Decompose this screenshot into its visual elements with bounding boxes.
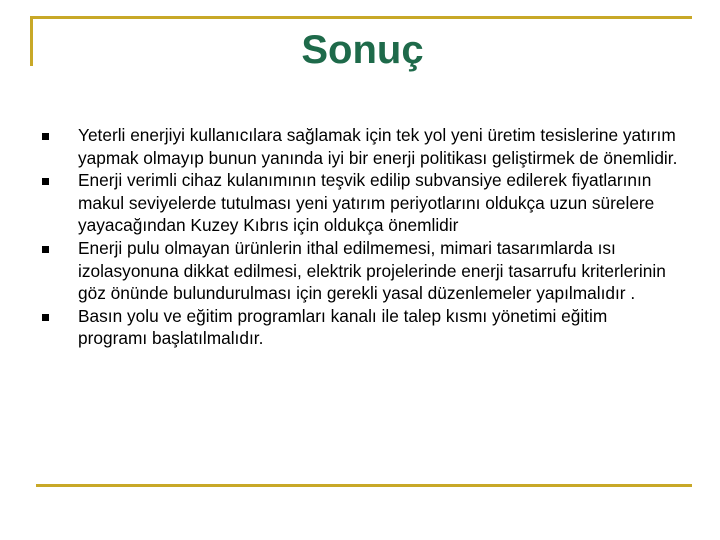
bullet-text: Enerji pulu olmayan ürünlerin ithal edilmemesi, mimari tasarımlarda ısı izolasyonuna dikkat edilmesi, elektrik projelerinde enerji tasarrufu kriterlerinin göz önünde bulundurulması için gerekli yasal düzenlemeler yapılmalıdır . [78, 237, 666, 304]
frame-top-line [30, 16, 692, 19]
square-bullet-icon [42, 314, 49, 321]
frame-bottom-line [36, 484, 692, 487]
bullet-list [40, 124, 680, 350]
bullet-item [40, 237, 680, 305]
square-bullet-icon [42, 246, 49, 253]
square-bullet-icon [42, 178, 49, 185]
bullet-text: Enerji verimli cihaz kulanımının teşvik edilip subvansiye edilerek fiyatlarının makul seviyelerde tutulması yeni yatırım periyotlarını oldukça uzun sürelere yayacağından Kuzey Kıbrıs için oldukça önemlidir [78, 170, 655, 236]
bullet-item [40, 124, 680, 169]
bullet-item [40, 305, 680, 350]
bullet-item [40, 169, 680, 237]
bullet-text: Basın yolu ve eğitim programları kanalı ile talep kısmı yönetimi eğitim programı başlatılmalıdır. [78, 305, 608, 349]
bullet-text: Yeterli enerjiyi kullanıcılara sağlamak için tek yol yeni üretim tesislerine yatırım yapmak olmayıp bunun yanında iyi bir enerji politikası geliştirmek de önemlidir. [78, 125, 678, 168]
slide-title: Sonuç [301, 28, 424, 72]
square-bullet-icon [42, 133, 49, 140]
